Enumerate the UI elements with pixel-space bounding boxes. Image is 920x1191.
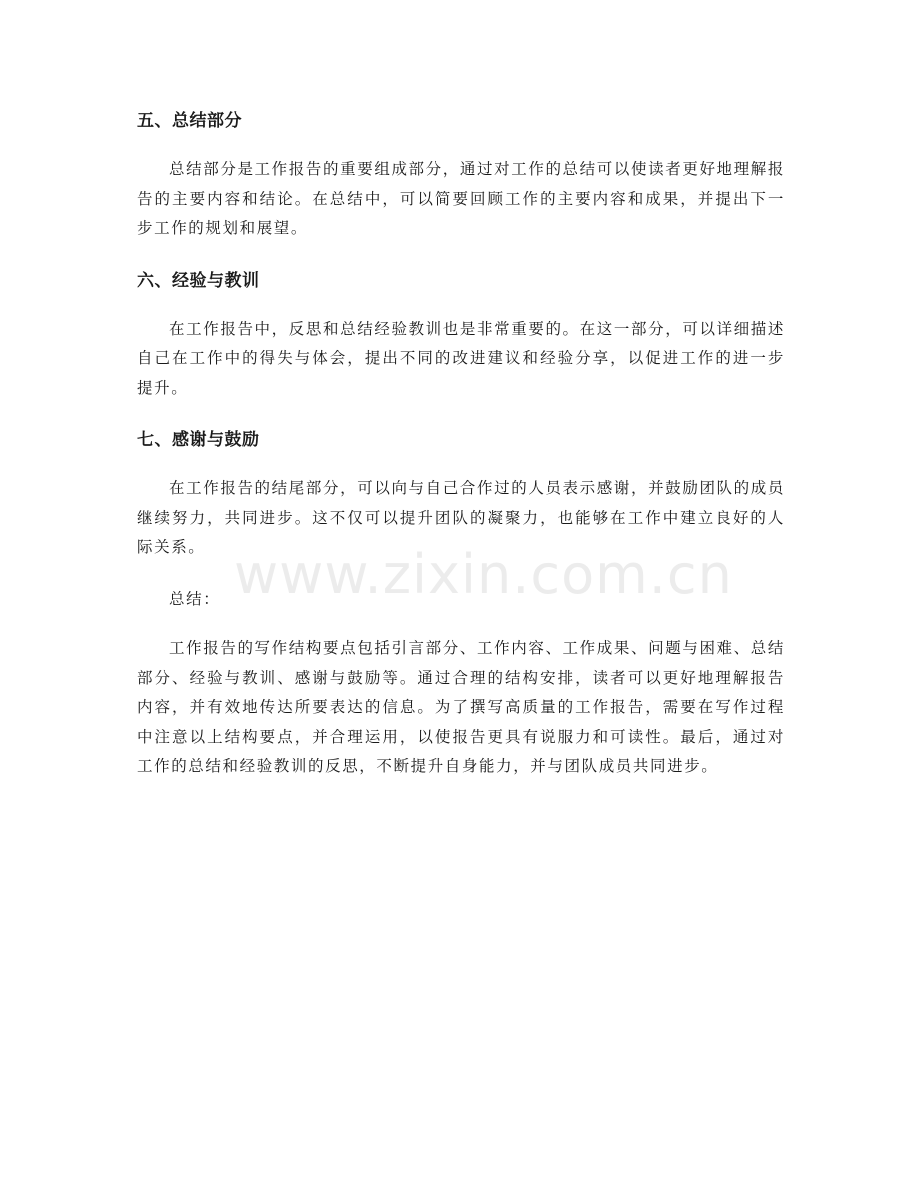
watermark-text: www.zixin.com.cn (234, 543, 733, 606)
section-heading-experience-lessons: 六、经验与教训 (137, 270, 260, 291)
summary-label: 总结： (169, 589, 221, 608)
section-body-thanks-encouragement: 在工作报告的结尾部分，可以向与自己合作过的人员表示感谢，并鼓励团队的成员继续努力，共同进步。这不仅可以提升团队的凝聚力，也能够在工作中建立良好的人际关系。 (137, 479, 785, 556)
document-content (137, 106, 785, 804)
section-heading-thanks-encouragement: 七、感谢与鼓励 (137, 430, 260, 450)
section-body-experience-lessons: 在工作报告中，反思和总结经验教训也是非常重要的。在这一部分，可以详细描述自己在工作中的得失与体会，提出不同的改进建议和经验分享，以促进工作的进一步提升。 (137, 319, 785, 397)
summary-body: 工作报告的写作结构要点包括引言部分、工作内容、工作成果、问题与困难、总结部分、经验与教训、感谢与鼓励等。通过合理的结构安排，读者可以更好地理解报告内容，并有效地传达所要表达的信息。为了撰写高质量的工作报告，需要在写作过程中注意以上结构要点，并合理运用，以使报告更具有说服力和可读性。最后，通过对工作的总结和经验教训的反思，不断提升自身能力，并与团队成员共同进步。 (137, 639, 785, 775)
section-heading-summary-part: 五、总结部分 (137, 111, 242, 131)
section-body-summary-part: 总结部分是工作报告的重要组成部分，通过对工作的总结可以使读者更好地理解报告的主要内容和结论。在总结中，可以简要回顾工作的主要内容和成果，并提出下一步工作的规划和展望。 (137, 160, 785, 237)
